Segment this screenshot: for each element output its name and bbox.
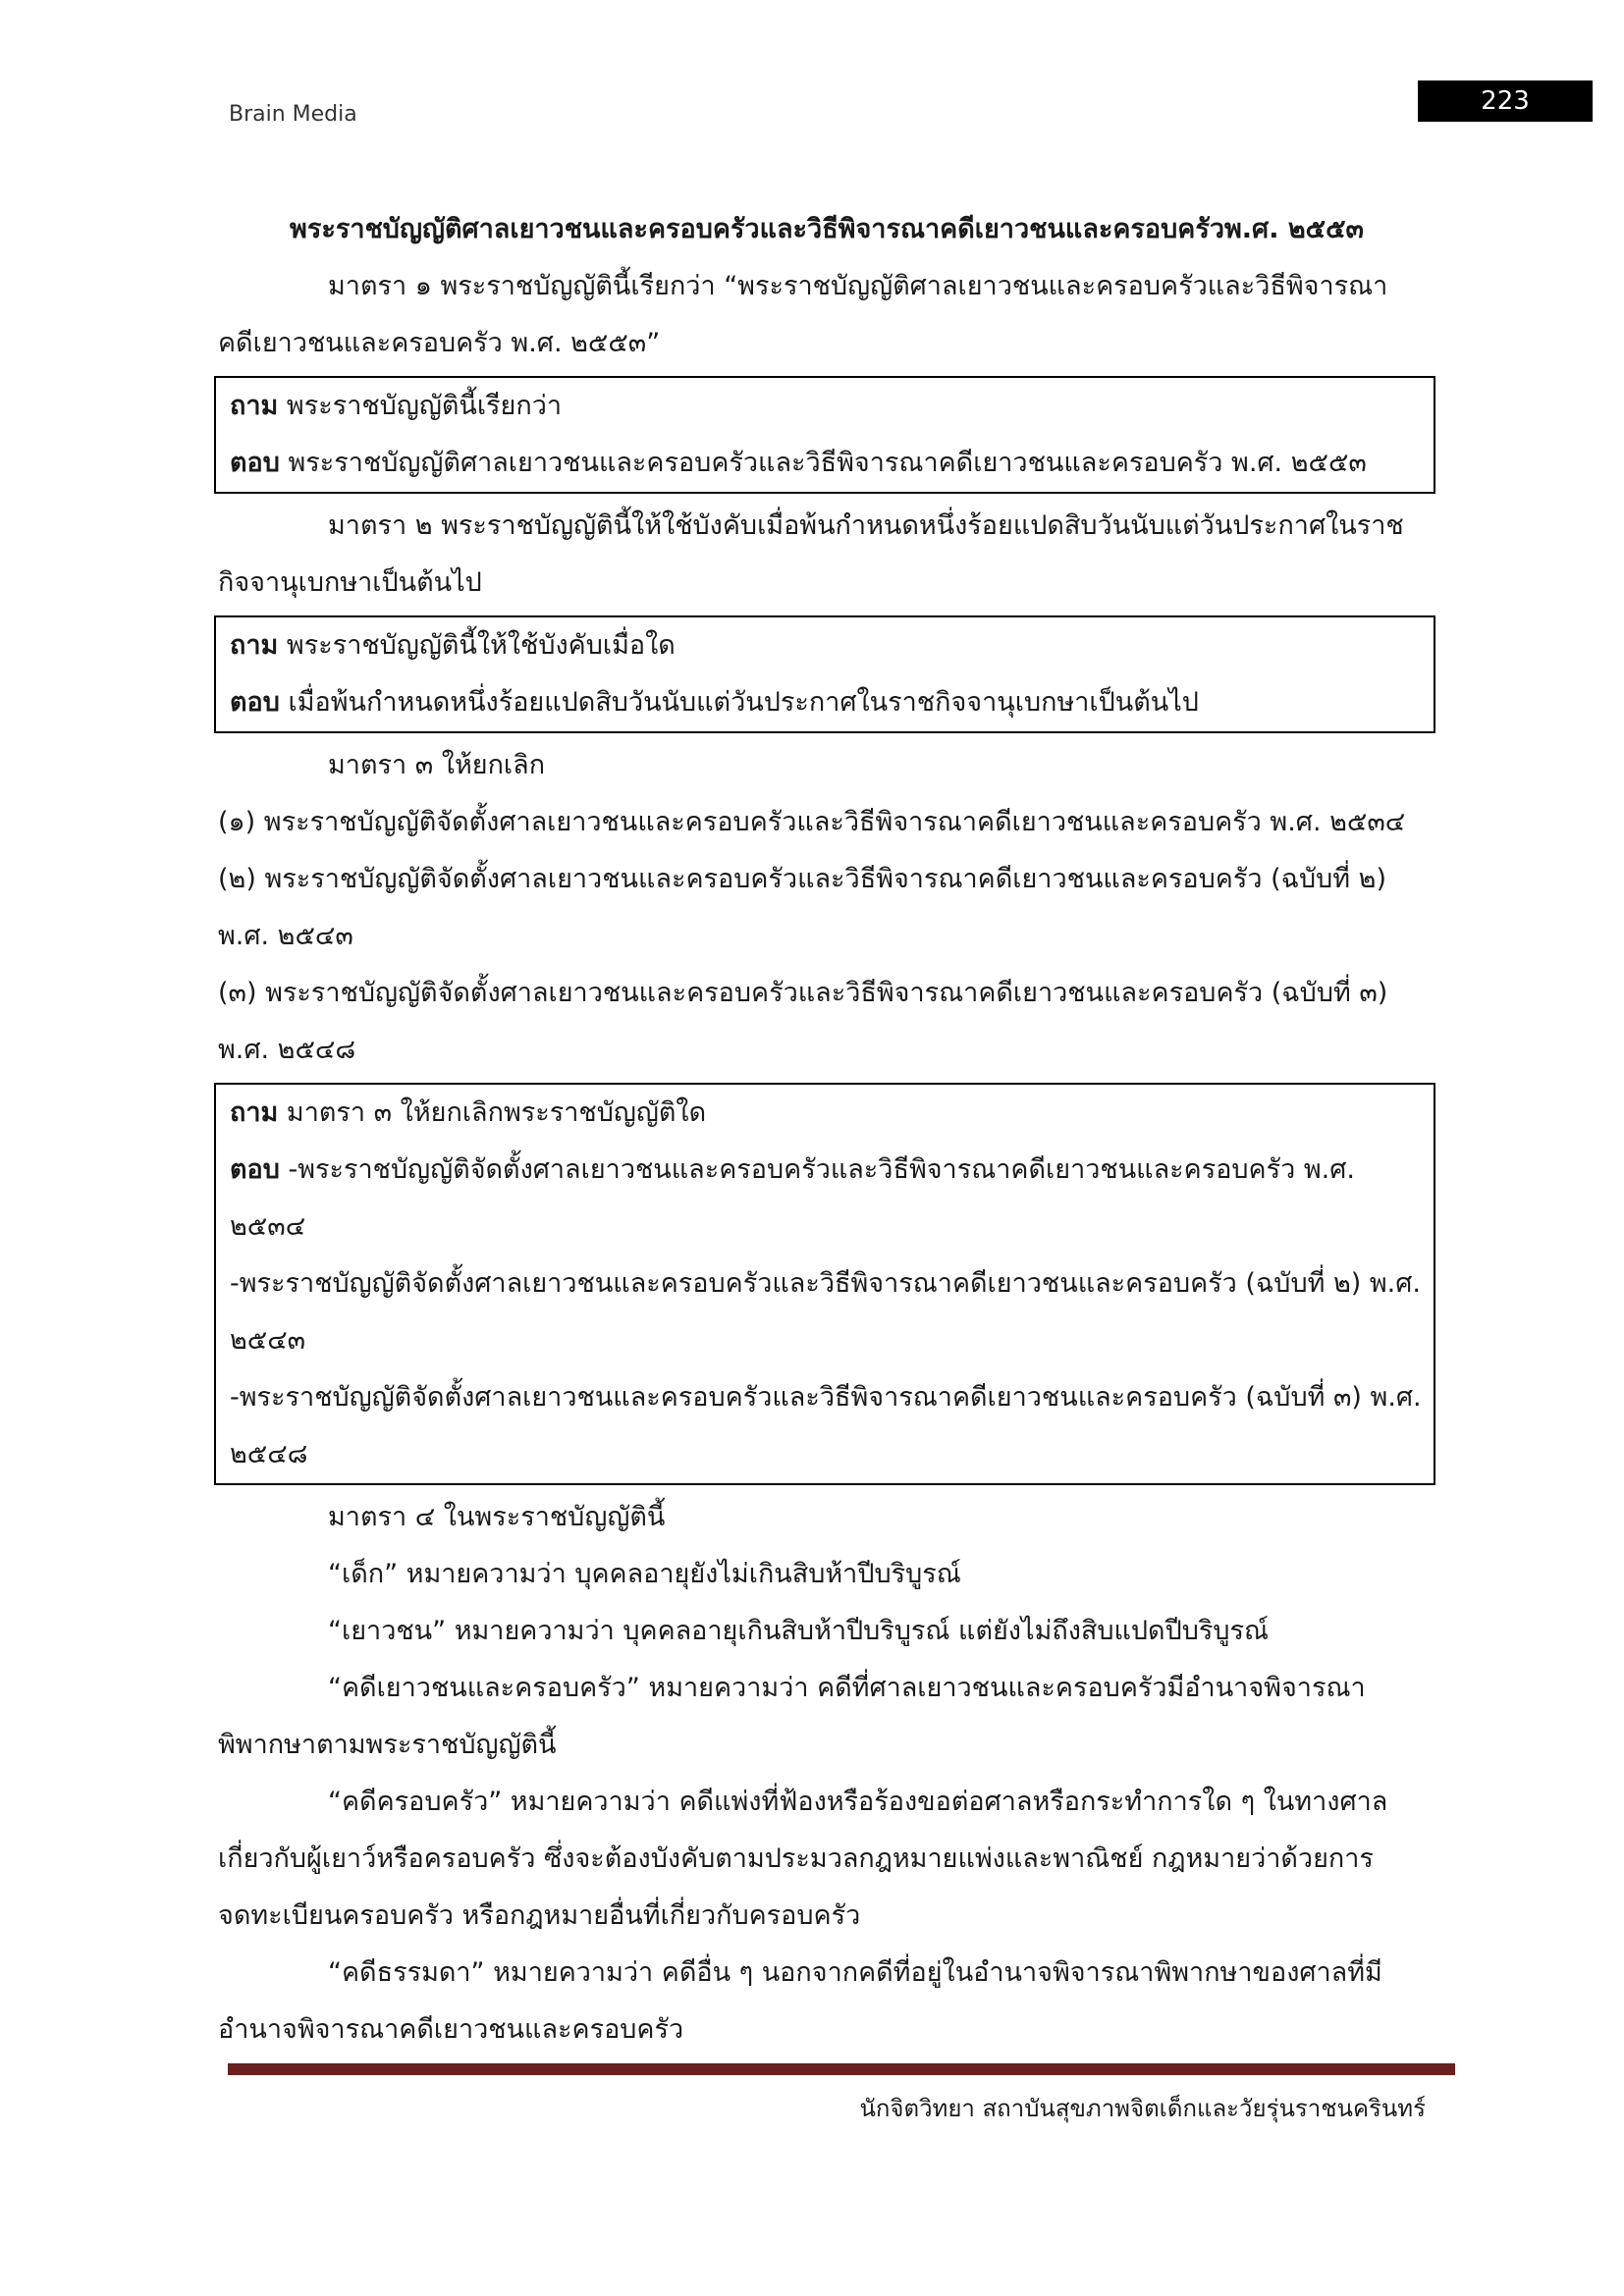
question-text: มาตรา ๓ ให้ยกเลิกพระราชบัญญัติใด	[278, 1097, 707, 1128]
header-brand: Brain Media	[229, 102, 357, 127]
section-4-heading: มาตรา ๔ ในพระราชบัญญัตินี้	[328, 1502, 666, 1532]
section-3-item-3: (๓) พระราชบัญญัติจัดตั้งศาลเยาวชนและครอบครัวและวิธีพิจารณาคดีเยาวชนและครอบครัว (ฉบับที่ ๓)	[218, 978, 1388, 1008]
answer-label: ตอบ	[230, 687, 280, 718]
page-number: 223	[1418, 80, 1593, 122]
section-3-item-3-cont: พ.ศ. ๒๕๔๘	[218, 1035, 356, 1065]
answer-line: -พระราชบัญญัติจัดตั้งศาลเยาวชนและครอบครัวและวิธีพิจารณาคดีเยาวชนและครอบครัว (ฉบับที่ ๒) พ.ศ.	[230, 1268, 1421, 1299]
definition-family-case-cont: เกี่ยวกับผู้เยาว์หรือครอบครัว ซึ่งจะต้องบังคับตามประมวลกฎหมายแพ่งและพาณิชย์ กฎหมายว่าด้วยการ	[218, 1843, 1374, 1874]
section-3-heading: มาตรา ๓ ให้ยกเลิก	[328, 750, 546, 780]
answer-label: ตอบ	[230, 1154, 280, 1185]
footer-divider	[228, 2063, 1455, 2075]
answer-text: เมื่อพ้นกำหนดหนึ่งร้อยแปดสิบวันนับแต่วันประกาศในราชกิจจานุเบกษาเป็นต้นไป	[279, 687, 1199, 718]
question-label: ถาม	[230, 391, 279, 421]
section-1-line-1: มาตรา ๑ พระราชบัญญัตินี้เรียกว่า “พระราชบัญญัติศาลเยาวชนและครอบครัวและวิธีพิจารณา	[328, 271, 1388, 301]
definition-family-case: “คดีครอบครัว” หมายความว่า คดีแพ่งที่ฟ้องหรือร้องขอต่อศาลหรือกระทำการใด ๆ ในทางศาล	[328, 1787, 1388, 1817]
question-text: พระราชบัญญัตินี้ให้ใช้บังคับเมื่อใด	[278, 630, 676, 661]
section-3-item-2: (๒) พระราชบัญญัติจัดตั้งศาลเยาวชนและครอบครัวและวิธีพิจารณาคดีเยาวชนและครอบครัว (ฉบับที่ ๒)	[218, 864, 1387, 894]
answer-line: ๒๕๔๘	[230, 1439, 308, 1469]
definition-juvenile-family-case: “คดีเยาวชนและครอบครัว” หมายความว่า คดีที่ศาลเยาวชนและครอบครัวมีอำนาจพิจารณา	[328, 1673, 1366, 1703]
section-2-line-2: กิจจานุเบกษาเป็นต้นไป	[218, 567, 482, 598]
answer-line: ๒๕๔๓	[230, 1325, 306, 1356]
footer-text: นักจิตวิทยา สถาบันสุขภาพจิตเด็กและวัยรุ่นราชนครินทร์	[859, 2095, 1426, 2122]
answer-line: -พระราชบัญญัติจัดตั้งศาลเยาวชนและครอบครัวและวิธีพิจารณาคดีเยาวชนและครอบครัว (ฉบับที่ ๓) พ.ศ.	[230, 1382, 1422, 1413]
definition-ordinary-case: “คดีธรรมดา” หมายความว่า คดีอื่น ๆ นอกจากคดีที่อยู่ในอำนาจพิจารณาพิพากษาของศาลที่มี	[328, 1957, 1382, 1988]
question-text: พระราชบัญญัตินี้เรียกว่า	[278, 391, 563, 421]
definition-ordinary-case-cont: อำนาจพิจารณาคดีเยาวชนและครอบครัว	[218, 2014, 684, 2045]
answer-text: พระราชบัญญัติศาลเยาวชนและครอบครัวและวิธีพิจารณาคดีเยาวชนและครอบครัว พ.ศ. ๒๕๕๓	[279, 448, 1367, 478]
qa-box-2	[214, 615, 1435, 733]
document-body	[218, 201, 1435, 2058]
section-3-item-2-cont: พ.ศ. ๒๕๔๓	[218, 921, 353, 951]
definition-youth: “เยาวชน” หมายความว่า บุคคลอายุเกินสิบห้าปีบริบูรณ์ แต่ยังไม่ถึงสิบแปดปีบริบูรณ์	[328, 1616, 1270, 1646]
answer-line: ๒๕๓๔	[230, 1211, 306, 1242]
question-label: ถาม	[230, 1097, 279, 1128]
answer-label: ตอบ	[230, 448, 280, 478]
section-1-line-2: คดีเยาวชนและครอบครัว พ.ศ. ๒๕๕๓”	[218, 328, 661, 358]
section-2-line-1: มาตรา ๒ พระราชบัญญัตินี้ให้ใช้บังคับเมื่อพ้นกำหนดหนึ่งร้อยแปดสิบวันนับแต่วันประกาศในราช	[328, 510, 1404, 541]
qa-box-1	[214, 376, 1435, 494]
document-title: พระราชบัญญัติศาลเยาวชนและครอบครัวและวิธีพิจารณาคดีเยาวชนและครอบครัวพ.ศ. ๒๕๕๓	[290, 214, 1364, 244]
qa-box-3	[214, 1083, 1435, 1485]
definition-juvenile-family-case-cont: พิพากษาตามพระราชบัญญัตินี้	[218, 1730, 557, 1760]
question-label: ถาม	[230, 630, 279, 661]
definition-family-case-cont: จดทะเบียนครอบครัว หรือกฎหมายอื่นที่เกี่ยวกับครอบครัว	[218, 1900, 861, 1931]
answer-text: -พระราชบัญญัติจัดตั้งศาลเยาวชนและครอบครัวและวิธีพิจารณาคดีเยาวชนและครอบครัว พ.ศ.	[279, 1154, 1355, 1185]
definition-child: “เด็ก” หมายความว่า บุคคลอายุยังไม่เกินสิบห้าปีบริบูรณ์	[328, 1559, 961, 1589]
section-3-item-1: (๑) พระราชบัญญัติจัดตั้งศาลเยาวชนและครอบครัวและวิธีพิจารณาคดีเยาวชนและครอบครัว พ.ศ. ๒๕๓๔	[218, 807, 1406, 837]
